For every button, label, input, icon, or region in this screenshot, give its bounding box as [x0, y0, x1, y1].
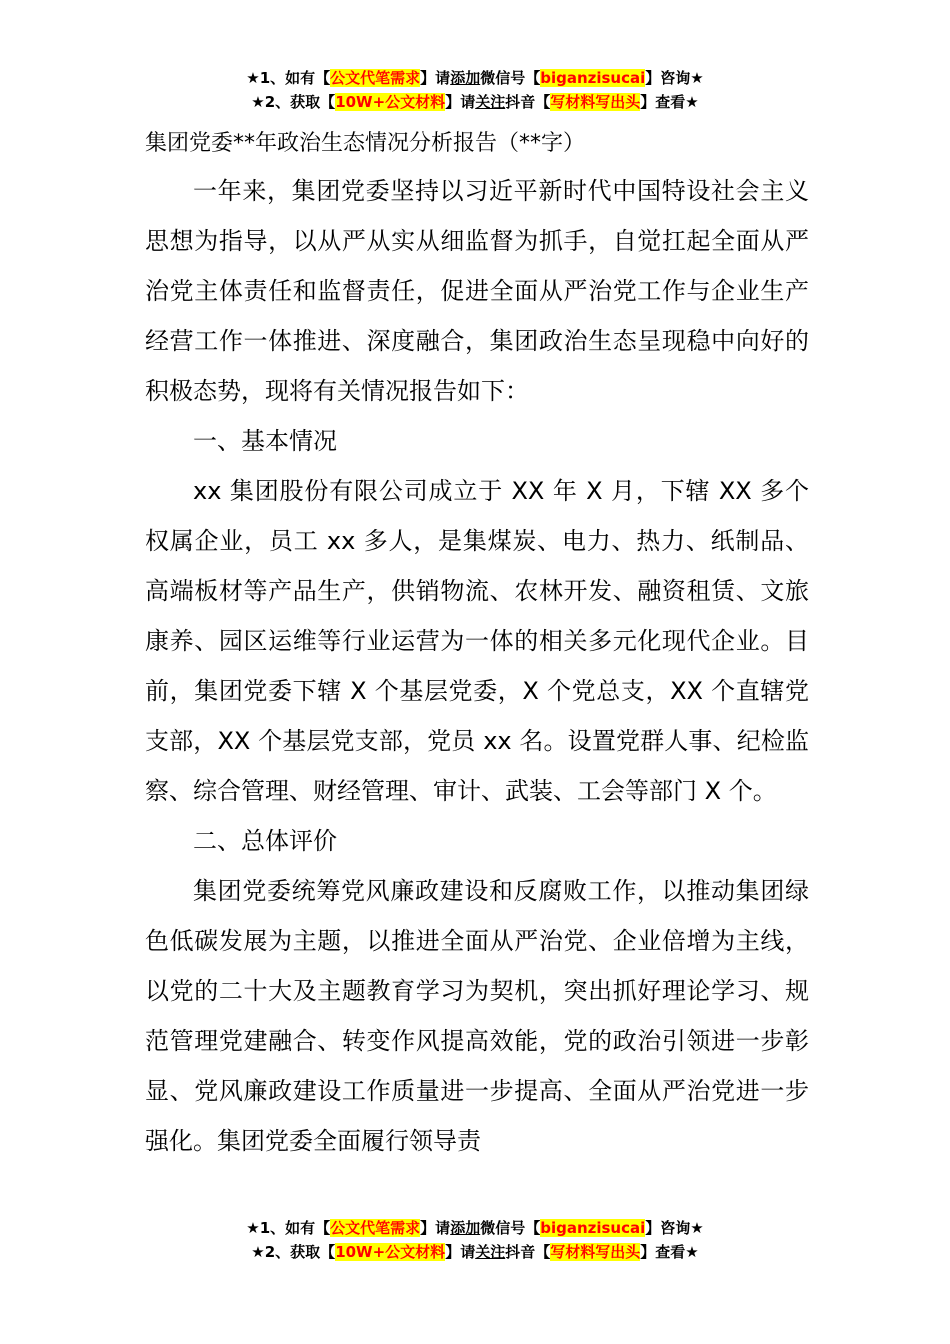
highlight-materials: 10W+公文材料: [335, 1243, 446, 1261]
highlight-service: 公文代笔需求: [330, 1219, 421, 1237]
section-heading-basic: 一、基本情况: [193, 427, 337, 455]
banner-line-2: ★2、获取【10W+公文材料】请关注抖音【写材料写出头】查看★: [251, 93, 699, 111]
section-heading-evaluation: 二、总体评价: [193, 827, 337, 855]
footer-line-2: ★2、获取【10W+公文材料】请关注抖音【写材料写出头】查看★: [251, 1243, 699, 1261]
highlight-wechat-id: biganzisucai: [540, 1219, 646, 1237]
document-title: 集团党委**年政治生态情况分析报告（**字）: [145, 131, 586, 156]
highlight-service: 公文代笔需求: [330, 69, 421, 87]
footer-banner: [0, 1216, 950, 1264]
header-banner: [0, 66, 950, 114]
highlight-douyin-id: 写材料写出头: [550, 93, 641, 111]
section-paragraph-evaluation: 集团党委统筹党风廉政建设和反腐败工作，以推动集团绿色低碳发展为主题，以推进全面从严治党、企业倍增为主线，以党的二十大及主题教育学习为契机，突出抓好理论学习、规范管理党建融合、转变作风提高效能，党的政治引领进一步彰显、党风廉政建设工作质量进一步提高、全面从严治党进一步强化。集团党委全面履行领导责: [145, 877, 809, 1155]
intro-paragraph: 一年来，集团党委坚持以习近平新时代中国特设社会主义思想为指导，以从严从实从细监督为抓手，自觉扛起全面从严治党主体责任和监督责任，促进全面从严治党工作与企业生产经营工作一体推进、深度融合，集团政治生态呈现稳中向好的积极态势，现将有关情况报告如下：: [145, 177, 809, 405]
section-paragraph-basic: xx 集团股份有限公司成立于 XX 年 X 月，下辖 XX 多个权属企业，员工 xx 多人，是集煤炭、电力、热力、纸制品、高端板材等产品生产，供销物流、农林开发、融资租赁、文旅康养、园区运维等行业运营为一体的相关多元化现代企业。目前，集团党委下辖 X 个基层党委，X 个党总支，XX 个直辖党支部，XX 个基层党支部，党员 xx 名。设置党群人事、纪检监察、综合管理、财经管理、审计、武装、工会等部门 X 个。: [145, 477, 809, 805]
document-body: [145, 124, 809, 1166]
banner-line-1: ★1、如有【公文代笔需求】请添加微信号【biganzisucai】咨询★: [246, 69, 704, 87]
footer-line-1: ★1、如有【公文代笔需求】请添加微信号【biganzisucai】咨询★: [246, 1219, 704, 1237]
highlight-douyin-id: 写材料写出头: [550, 1243, 641, 1261]
highlight-materials: 10W+公文材料: [335, 93, 446, 111]
highlight-wechat-id: biganzisucai: [540, 69, 646, 87]
